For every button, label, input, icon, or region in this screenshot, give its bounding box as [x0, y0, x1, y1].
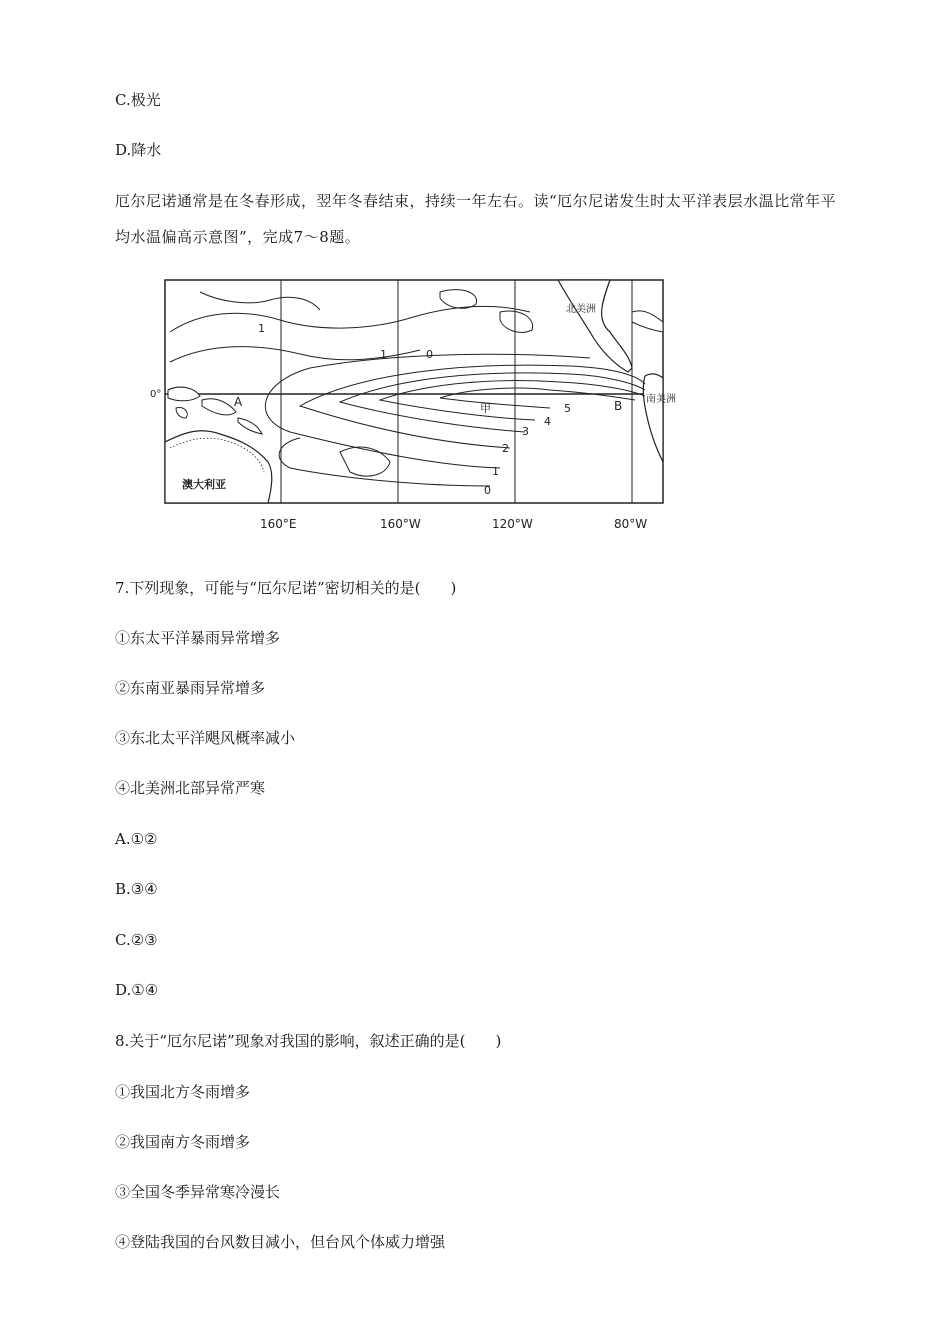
australia-label: 澳大利亚: [182, 478, 226, 491]
q8-item-3: ③全国冬季异常寒冷漫长: [115, 1183, 281, 1201]
q7-item-1: ①东太平洋暴雨异常增多: [115, 629, 281, 647]
q7-option-c: C.②③: [115, 931, 158, 949]
isotherm-label-5: 5: [564, 402, 571, 415]
q7-option-b: B.③④: [115, 880, 158, 898]
isotherm-label-2: 2: [502, 442, 509, 455]
q7-item-2: ②东南亚暴雨异常增多: [115, 679, 266, 697]
q7-item-3: ③东北太平洋飓风概率减小: [115, 729, 296, 747]
lon-label-120w: 120°W: [492, 517, 533, 531]
isotherm-label-0: 0: [484, 484, 491, 497]
prev-option-d: D.降水: [115, 141, 162, 159]
north-america-land: [558, 280, 632, 372]
intro-paragraph: 厄尔尼诺通常是在冬春形成，翌年冬春结束，持续一年左右。读“厄尔尼诺发生时太平洋表层水温比常年平均水温偏高示意图”，完成7～8题。: [115, 192, 837, 246]
south-america-land: [643, 374, 663, 462]
q7-stem: 7.下列现象，可能与“厄尔尼诺”密切相关的是( ): [115, 579, 457, 597]
isotherm-label-4: 4: [544, 415, 551, 428]
south-america-label: 南美洲: [646, 394, 676, 405]
jia-label: 甲: [480, 402, 491, 415]
point-a-label: A: [234, 395, 243, 409]
isotherm-label-1-west: 1: [258, 322, 265, 335]
australia-land: [165, 431, 272, 503]
isotherm-label-1: 1: [492, 465, 499, 478]
q8-item-1: ①我国北方冬雨增多: [115, 1083, 251, 1101]
isotherm-label-3: 3: [522, 425, 529, 438]
prev-option-c: C.极光: [115, 91, 161, 109]
q8-item-4: ④登陆我国的台风数目减小，但台风个体威力增强: [115, 1233, 446, 1251]
q7-option-d: D.①④: [115, 981, 159, 999]
isotherm-label-1-mid: 1: [380, 348, 387, 361]
el-nino-sst-anomaly-map: [140, 272, 680, 537]
q7-item-4: ④北美洲北部异常严寒: [115, 779, 266, 797]
isotherm-label-0-mid: 0: [426, 348, 433, 361]
q7-option-a: A.①②: [115, 830, 158, 848]
lon-label-160e: 160°E: [260, 517, 297, 531]
equator-label: 0°: [150, 389, 162, 400]
q8-item-2: ②我国南方冬雨增多: [115, 1133, 251, 1151]
q8-stem: 8.关于“厄尔尼诺”现象对我国的影响，叙述正确的是( ): [115, 1032, 502, 1050]
point-b-label: B: [614, 399, 623, 413]
lon-label-80w: 80°W: [614, 517, 648, 531]
north-america-label: 北美洲: [566, 304, 596, 315]
lon-label-160w: 160°W: [380, 517, 421, 531]
